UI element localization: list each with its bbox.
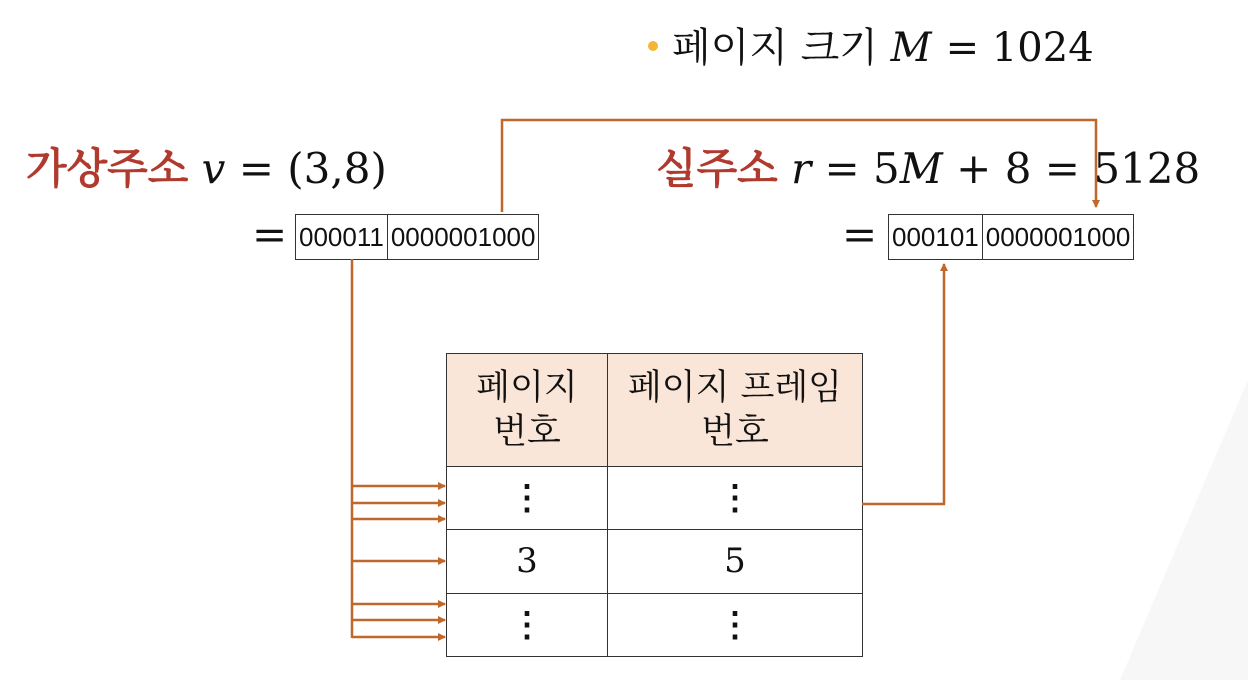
physical-address-expr-b: + 8 = 5128 <box>956 144 1201 193</box>
table-cell-page-3: 3 <box>447 530 608 593</box>
physical-address-label: 실주소 <box>656 144 778 193</box>
virtual-offset-bits: 0000001000 <box>390 222 536 252</box>
physical-address-variable: r <box>791 144 812 193</box>
physical-offset-bits: 0000001000 <box>985 222 1131 252</box>
frame-number-arrow <box>862 264 944 504</box>
offset-copy-arrow <box>502 120 1096 212</box>
virtual-bits-equals: = <box>252 210 288 259</box>
virtual-page-bits: 000011 <box>296 215 388 259</box>
page-size-value: = 1024 <box>945 25 1094 71</box>
virtual-address-variable: v <box>201 144 226 193</box>
table-cell: ⋮ <box>447 593 608 656</box>
physical-address-expr-var: M <box>899 144 943 193</box>
page-size-label: 페이지 크기 <box>672 25 891 71</box>
table-cell: ⋮ <box>608 593 863 656</box>
page-size-variable: M <box>890 25 932 71</box>
virtual-address-label: 가상주소 <box>26 144 189 193</box>
virtual-address-value: = (3,8) <box>238 144 387 193</box>
physical-frame-bits: 000101 <box>889 215 983 259</box>
physical-address-expr-a: = 5 <box>824 144 900 193</box>
header-frame-number-text: 페이지 프레임 번호 <box>628 368 842 452</box>
physical-bits-equals: = <box>842 210 878 259</box>
table-cell: ⋮ <box>447 467 608 530</box>
table-cell-frame-5: 5 <box>608 530 863 593</box>
table-cell: ⋮ <box>608 467 863 530</box>
header-page-number-text: 페이지 번호 <box>476 368 578 452</box>
